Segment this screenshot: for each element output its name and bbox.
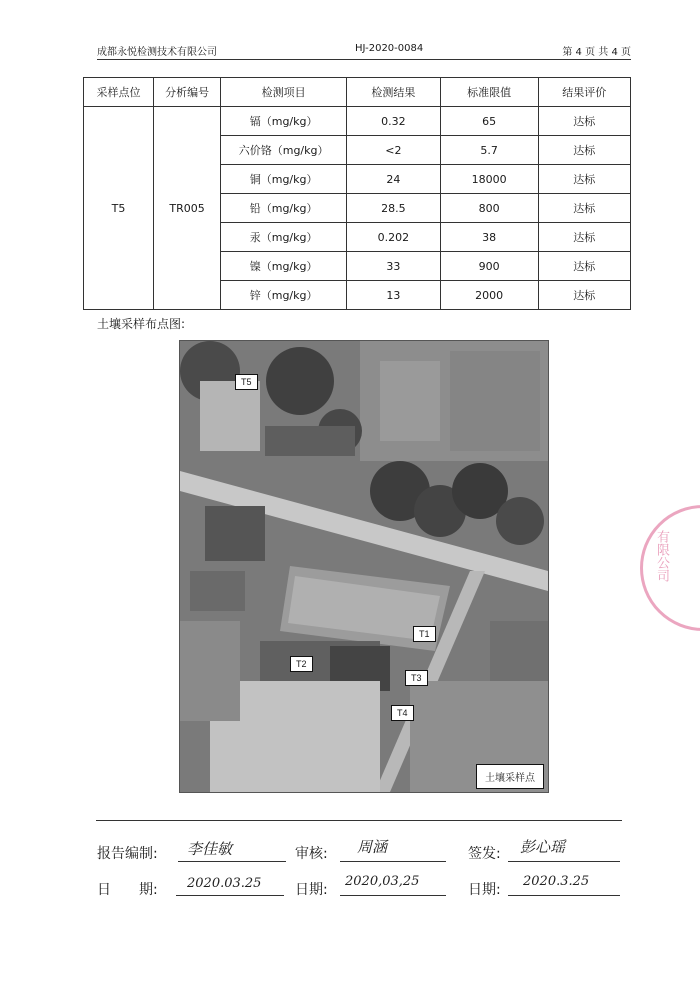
map-legend: 土壤采样点	[476, 764, 544, 789]
company-name: 成都永悦检测技术有限公司	[97, 47, 217, 58]
cell-item: 锌（mg/kg）	[221, 281, 347, 310]
map-caption: 土壤采样布点图:	[97, 317, 186, 331]
cell-item: 镍（mg/kg）	[221, 252, 347, 281]
issue-label: 签发:	[468, 846, 501, 862]
cell-limit: 65	[440, 107, 538, 136]
date-value-2: 2020,03,25	[345, 874, 420, 889]
issue-signature: 彭心瑶	[520, 838, 566, 856]
table-header-row	[84, 78, 631, 107]
cell-result: 13	[346, 281, 440, 310]
sampling-map	[179, 340, 549, 793]
aerial-image	[180, 341, 548, 792]
review-signature: 周涵	[357, 838, 388, 856]
cell-eval: 达标	[538, 194, 630, 223]
point-label-t4: T4	[391, 705, 414, 721]
cell-eval: 达标	[538, 252, 630, 281]
cell-limit: 800	[440, 194, 538, 223]
point-label-t1: T1	[413, 626, 436, 642]
compiled-signature: 李佳敏	[187, 840, 233, 858]
date-underline-3	[508, 895, 620, 896]
cell-result: <2	[346, 136, 440, 165]
cell-eval: 达标	[538, 136, 630, 165]
signature-divider	[96, 820, 622, 821]
review-underline	[340, 861, 446, 862]
cell-result: 33	[346, 252, 440, 281]
date-underline-2	[340, 895, 446, 896]
page-header	[97, 41, 631, 60]
cell-result: 28.5	[346, 194, 440, 223]
cell-item: 铅（mg/kg）	[221, 194, 347, 223]
date-label-3: 日期:	[468, 882, 501, 898]
th-item: 检测项目	[221, 78, 347, 107]
th-sample-id: 分析编号	[153, 78, 220, 107]
cell-sample-id: TR005	[153, 107, 220, 310]
cell-result: 0.202	[346, 223, 440, 252]
cell-limit: 2000	[440, 281, 538, 310]
cell-point: T5	[84, 107, 154, 310]
compiled-underline	[178, 861, 286, 862]
date-underline-1	[176, 895, 284, 896]
cell-item: 汞（mg/kg）	[221, 223, 347, 252]
date-value-1: 2020.03.25	[187, 876, 262, 891]
date-label-2: 日期:	[295, 882, 328, 898]
cell-result: 0.32	[346, 107, 440, 136]
date-label-1: 日 期:	[97, 882, 158, 898]
company-seal-text: 有限公司	[654, 530, 669, 582]
results-table	[83, 77, 631, 310]
cell-limit: 5.7	[440, 136, 538, 165]
cell-item: 六价铬（mg/kg）	[221, 136, 347, 165]
report-number: HJ-2020-0084	[355, 43, 424, 54]
th-result: 检测结果	[346, 78, 440, 107]
cell-limit: 38	[440, 223, 538, 252]
cell-eval: 达标	[538, 107, 630, 136]
point-label-t2: T2	[290, 656, 313, 672]
cell-eval: 达标	[538, 281, 630, 310]
cell-limit: 900	[440, 252, 538, 281]
date-value-3: 2020.3.25	[523, 874, 590, 889]
issue-underline	[508, 861, 620, 862]
th-point: 采样点位	[84, 78, 154, 107]
cell-eval: 达标	[538, 165, 630, 194]
cell-item: 铜（mg/kg）	[221, 165, 347, 194]
page-number: 第 4 页 共 4 页	[562, 47, 631, 58]
cell-eval: 达标	[538, 223, 630, 252]
cell-result: 24	[346, 165, 440, 194]
table-row	[84, 107, 631, 136]
point-label-t3: T3	[405, 670, 428, 686]
cell-item: 镉（mg/kg）	[221, 107, 347, 136]
cell-limit: 18000	[440, 165, 538, 194]
point-label-t5: T5	[235, 374, 258, 390]
th-eval: 结果评价	[538, 78, 630, 107]
compiled-label: 报告编制:	[97, 846, 158, 862]
th-limit: 标准限值	[440, 78, 538, 107]
review-label: 审核:	[295, 846, 328, 862]
